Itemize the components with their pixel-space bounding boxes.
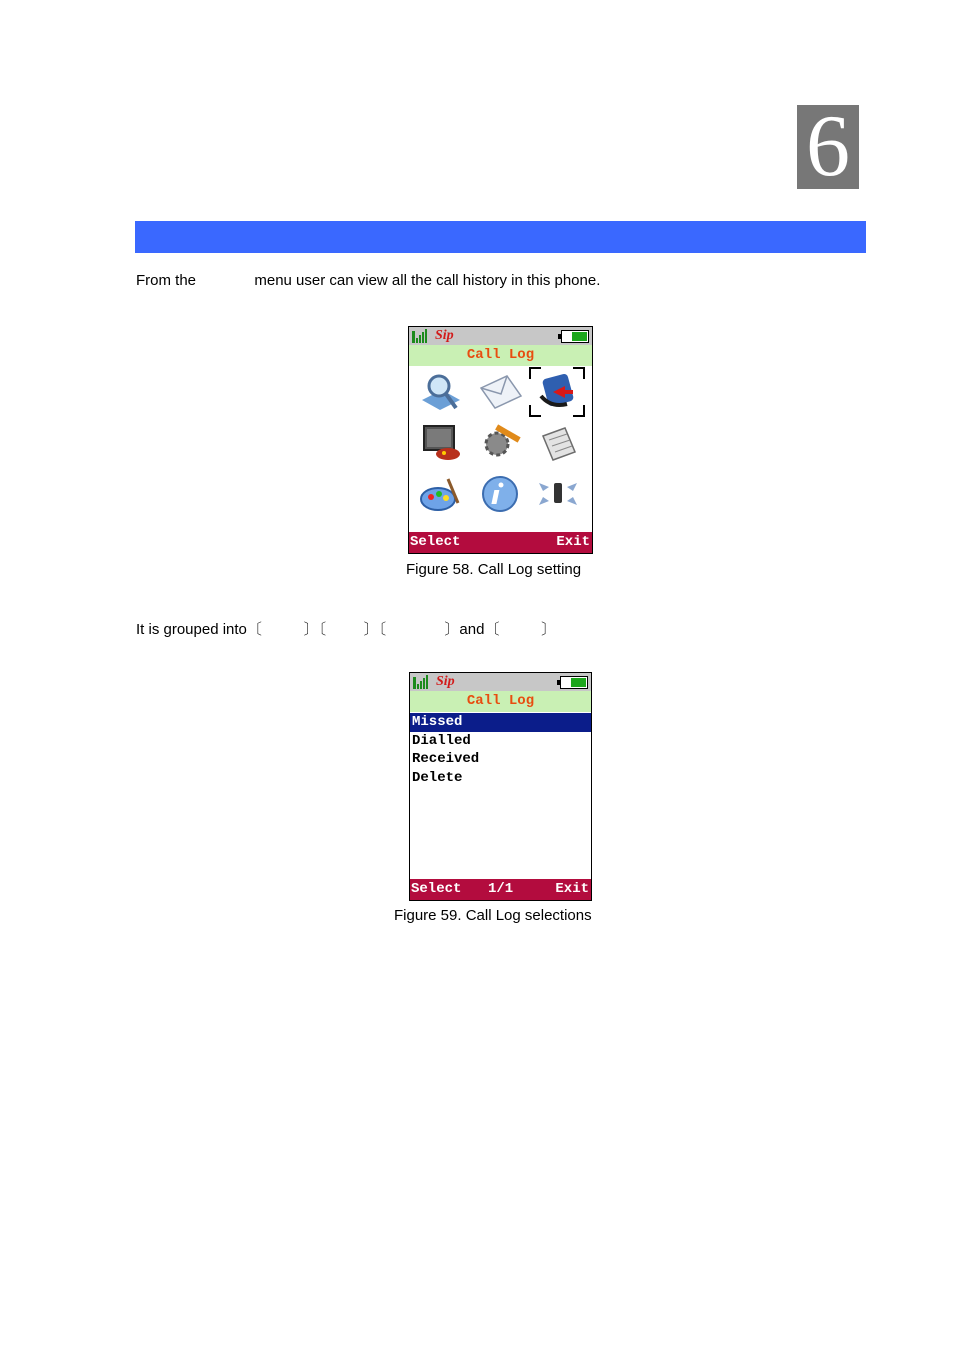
exit-softkey[interactable]: Exit: [556, 534, 590, 550]
figure-58-caption: Figure 58. Call Log setting: [406, 561, 582, 578]
softkey-bar: [410, 879, 591, 900]
screen-title: Call Log: [409, 345, 592, 366]
list-item-received[interactable]: Received: [412, 751, 480, 767]
page-indicator: 1/1: [488, 881, 514, 897]
select-softkey[interactable]: Select: [410, 534, 461, 550]
list-item-delete[interactable]: Delete: [412, 769, 463, 786]
list-item-missed[interactable]: Missed: [410, 713, 591, 732]
exit-softkey[interactable]: Exit: [555, 881, 589, 897]
softkey-bar: [409, 532, 592, 553]
games-icon[interactable]: [413, 419, 469, 467]
signal-icon: [413, 675, 428, 689]
phone-screen-main-menu: [408, 326, 593, 554]
search-icon[interactable]: [413, 367, 469, 415]
organizer-icon[interactable]: [530, 419, 586, 467]
connectivity-icon[interactable]: [530, 470, 586, 518]
section-header-bar: [135, 221, 866, 253]
selection-frame: [529, 367, 585, 417]
list-item-dialled[interactable]: Dialled: [412, 732, 471, 749]
signal-icon: [412, 329, 427, 343]
envelope-icon[interactable]: [472, 367, 528, 415]
grouped-paragraph: It is grouped into〔 〕〔 〕〔 〕and〔 〕: [136, 621, 557, 638]
battery-icon: [561, 330, 589, 343]
info-icon[interactable]: [472, 470, 528, 518]
intro-paragraph: From the menu user can view all the call history in this phone.: [136, 272, 601, 289]
chapter-number: 6: [797, 105, 859, 189]
status-bar: [410, 673, 591, 691]
settings-tools-icon[interactable]: [472, 419, 528, 467]
call-log-list: [410, 713, 591, 787]
sip-logo: Sip: [436, 674, 455, 689]
battery-icon: [560, 676, 588, 689]
palette-icon[interactable]: [413, 470, 469, 518]
sip-logo: Sip: [435, 328, 454, 343]
select-softkey[interactable]: Select: [411, 881, 462, 897]
phone-screen-call-log: [409, 672, 592, 901]
status-bar: [409, 327, 592, 345]
screen-title: Call Log: [410, 691, 591, 712]
figure-59-caption: Figure 59. Call Log selections: [394, 907, 592, 924]
